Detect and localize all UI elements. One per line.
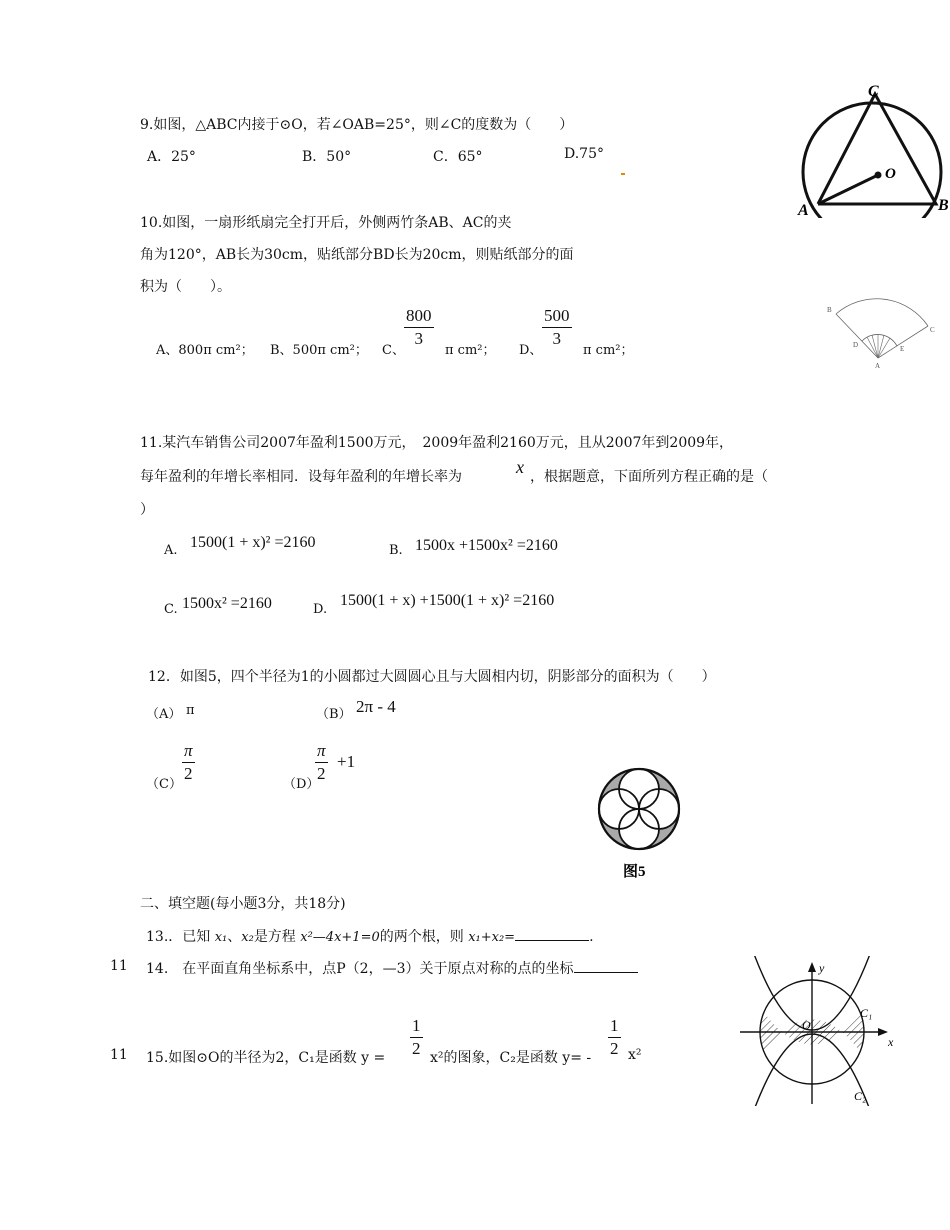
q15-frac2-den: 2 xyxy=(610,1039,619,1058)
q10-option-b: B、500π cm²； xyxy=(270,343,368,358)
q11-line2a: 每年盈利的年增长率相同．设每年盈利的年增长率为 xyxy=(140,469,462,485)
q9-label-c: C xyxy=(868,83,879,100)
q9-option-b: B．50° xyxy=(302,149,352,165)
q12-option-d-fraction xyxy=(315,741,328,784)
q12-circles-figure xyxy=(596,766,686,881)
q11-line2b: ，根据题意，下面所列方程正确的是（ xyxy=(530,469,768,485)
q14-line xyxy=(146,958,638,978)
q9-option-a: A．25° xyxy=(147,149,196,165)
q11-option-a-label: A. xyxy=(164,543,178,558)
q13-line xyxy=(146,926,594,946)
q11-option-c-equation: 1500x² =2160 xyxy=(182,595,272,612)
q11-option-b-equation: 1500x +1500x² =2160 xyxy=(415,537,558,554)
stray-mark xyxy=(621,173,625,175)
q9-option-d: D.75° xyxy=(564,146,604,162)
q14-margin-number: 11 xyxy=(110,958,128,974)
q10-line2: 角为120°，AB长为30cm，贴纸部分BD长为20cm，则贴纸部分的面 xyxy=(140,247,574,263)
q15-frac2-num: 1 xyxy=(610,1016,619,1035)
fraction-bar xyxy=(410,1037,423,1038)
q15-label-o: O xyxy=(802,1018,811,1032)
q15-frac1-num: 1 xyxy=(412,1016,421,1035)
q15-label-c2: C₂ xyxy=(854,1089,867,1103)
q15-graph-figure xyxy=(736,956,896,1106)
q10-option-c-den: 3 xyxy=(414,329,423,348)
q11-option-d-label: D. xyxy=(313,602,328,617)
q12-option-a-label: （A） xyxy=(146,707,182,722)
q12-option-d-num: π xyxy=(317,741,326,760)
q10-label-e: E xyxy=(900,345,905,353)
q11-option-b-label: B. xyxy=(389,543,403,558)
q15-fraction-1 xyxy=(410,1016,423,1059)
fraction-bar xyxy=(542,327,572,328)
q11-line1: 11.某汽车销售公司2007年盈利1500万元， 2009年盈利2160万元，且从2007年到2009年， xyxy=(140,435,734,451)
q15-fraction-2 xyxy=(608,1016,621,1059)
q13-text-b: 是方程 xyxy=(253,929,296,945)
q13-equation: x²—4x+1=0 xyxy=(300,930,380,945)
q9-stem: 9.如图，△ABC内接于⊙O，若∠OAB=25°，则∠C的度数为（ ） xyxy=(140,117,574,133)
fraction-bar xyxy=(608,1037,621,1038)
q9-label-o: O xyxy=(885,166,896,182)
q13-sum: x₁+x₂= xyxy=(468,930,516,945)
q9-label-a: A xyxy=(798,202,809,218)
q12-option-c-fraction xyxy=(182,741,195,784)
q14-text: 14. 在平面直角坐标系中，点P（2，—3）关于原点对称的点的坐标 xyxy=(146,961,574,977)
q12-option-c-den: 2 xyxy=(184,764,193,783)
q13-answer-blank[interactable] xyxy=(515,940,589,941)
q10-fan-figure xyxy=(822,282,940,370)
fraction-bar xyxy=(315,762,328,763)
q10-option-d-num: 500 xyxy=(544,306,570,325)
q10-option-c-fraction xyxy=(404,306,434,349)
q11-line3: ） xyxy=(140,502,154,518)
q9-label-b: B xyxy=(938,197,949,214)
q13-x1: x₁ xyxy=(214,930,228,945)
q10-option-d-fraction xyxy=(542,306,572,349)
q10-option-d-den: 3 xyxy=(552,329,561,348)
q10-option-c-num: 800 xyxy=(406,306,432,325)
q15-margin-number: 11 xyxy=(110,1047,128,1063)
q9-circle-figure xyxy=(796,78,950,218)
q15-frac1-den: 2 xyxy=(412,1039,421,1058)
q15-label-y: y xyxy=(819,961,825,975)
q10-option-d-label: D、 xyxy=(519,343,543,358)
q10-option-c-label: C、 xyxy=(382,343,405,358)
q10-option-c-unit: π cm²； xyxy=(445,343,496,358)
q9-option-c: C．65° xyxy=(433,149,483,165)
q15-label-c1: C₁ xyxy=(860,1006,873,1020)
q12-option-b-label: （B） xyxy=(316,707,352,722)
fraction-bar xyxy=(182,762,195,763)
q15-text-c: x² xyxy=(628,1047,642,1063)
fraction-bar xyxy=(404,327,434,328)
q15-text-a: 15.如图⊙O的半径为2，C₁是函数 y = xyxy=(146,1050,386,1066)
q11-variable-x: x xyxy=(516,457,524,477)
q10-label-d: D xyxy=(853,341,859,349)
q12-option-c-num: π xyxy=(184,741,193,760)
q13-x2: x₂ xyxy=(241,930,254,945)
q12-figure-caption: 图5 xyxy=(623,864,646,880)
q10-option-a: A、800π cm²； xyxy=(156,343,254,358)
q12-stem: 12．如图5，四个半径为1的小圆都过大圆圆心且与大圆相内切，阴影部分的面积为（ ） xyxy=(148,669,716,685)
q11-option-c-label: C. xyxy=(164,602,178,617)
q15-text-b: x²的图象，C₂是函数 y= - xyxy=(430,1050,592,1066)
q10-label-c: C xyxy=(930,326,935,334)
q13-sep: 、 xyxy=(227,929,242,945)
q13-text-a: 13.．已知 xyxy=(146,929,211,945)
q10-option-d-unit: π cm²； xyxy=(583,343,634,358)
q13-tail: . xyxy=(589,929,594,945)
q10-line3: 积为（ ）。 xyxy=(140,279,231,295)
q15-label-x: x xyxy=(888,1035,894,1049)
q12-option-d-tail: +1 xyxy=(337,752,356,771)
q11-option-d-equation: 1500(1 + x) +1500(1 + x)² =2160 xyxy=(340,592,555,609)
q12-option-c-label: （C） xyxy=(146,777,182,792)
q10-line1: 10.如图，一扇形纸扇完全打开后，外侧两竹条AB、AC的夹 xyxy=(140,215,512,231)
q14-answer-blank[interactable] xyxy=(574,972,638,973)
q12-option-d-label: （D） xyxy=(283,777,320,792)
q12-option-d-den: 2 xyxy=(317,764,326,783)
q10-label-a: A xyxy=(875,362,881,370)
q12-option-a-value: π xyxy=(186,703,195,718)
section-heading: 二、填空题(每小题3分，共18分) xyxy=(140,896,346,912)
q10-label-b: B xyxy=(827,306,832,314)
q11-option-a-equation: 1500(1 + x)² =2160 xyxy=(190,534,316,551)
q12-option-b-value: 2π - 4 xyxy=(356,697,396,716)
q13-text-c: 的两个根，则 xyxy=(379,929,464,945)
